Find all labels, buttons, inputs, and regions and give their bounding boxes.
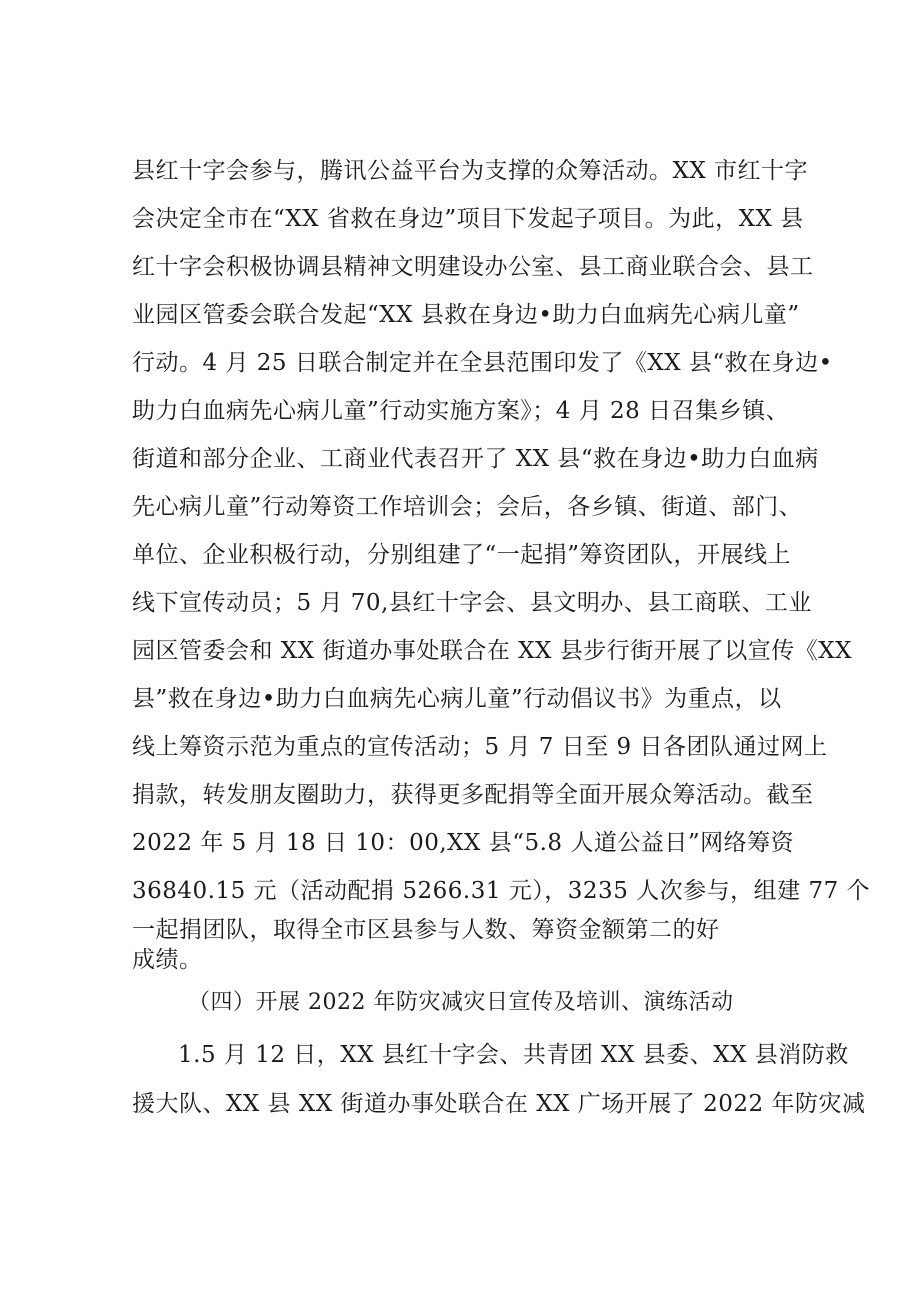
paragraph-line: 成绩。 bbox=[132, 947, 203, 973]
paragraph-line: 红十字会积极协调县精神文明建设办公室、县工商业联合会、县工 bbox=[132, 254, 814, 280]
paragraph-line: 2022 年 5 月 18 日 10：00,XX 县“5.8 人道公益日”网络筹资 bbox=[132, 830, 795, 856]
paragraph-line: 县”救在身边•助力白血病先心病儿童”行动倡议书》为重点，以 bbox=[132, 686, 782, 712]
paragraph-line: 县红十字会参与，腾讯公益平台为支撑的众筹活动。XX 市红十字 bbox=[132, 158, 809, 184]
paragraph-line: 一起捐团队，取得全市区县参与人数、筹资金额第二的好 bbox=[132, 917, 720, 943]
paragraph-line: 单位、企业积极行动，分别组建了“一起捐”筹资团队，开展线上 bbox=[132, 542, 792, 568]
section-heading: （四）开展 2022 年防灾减灾日宣传及培训、演练活动 bbox=[188, 990, 734, 1015]
paragraph-line: 援大队、XX 县 XX 街道办事处联合在 XX 广场开展了 2022 年防灾减 bbox=[132, 1091, 866, 1117]
paragraph-line: 先心病儿童”行动筹资工作培训会；会后，各乡镇、街道、部门、 bbox=[132, 494, 803, 520]
paragraph-line: 捐款，转发朋友圈助力，获得更多配捐等全面开展众筹活动。截至 bbox=[132, 782, 814, 808]
paragraph-line: 36840.15 元（活动配捐 5266.31 元），3235 人次参与，组建 77 个 bbox=[132, 878, 871, 904]
paragraph-line: 线下宣传动员；5 月 70,县红十字会、县文明办、县工商联、工业 bbox=[132, 590, 812, 616]
paragraph-line: 1.5 月 12 日，XX 县红十字会、共青团 XX 县委、XX 县消防救 bbox=[178, 1042, 849, 1068]
paragraph-line: 园区管委会和 XX 街道办事处联合在 XX 县步行街开展了以宣传《XX bbox=[132, 638, 852, 664]
paragraph-line: 街道和部分企业、工商业代表召开了 XX 县“救在身边•助力白血病 bbox=[132, 446, 819, 472]
paragraph-line: 业园区管委会联合发起“XX 县救在身边•助力白血病先心病儿童” bbox=[132, 302, 800, 328]
paragraph-line: 助力白血病先心病儿童”行动实施方案》；4 月 28 日召集乡镇、 bbox=[132, 398, 790, 424]
paragraph-line: 行动。4 月 25 日联合制定并在全县范围印发了《XX 县“救在身边• bbox=[132, 350, 833, 376]
paragraph-line: 线上筹资示范为重点的宣传活动；5 月 7 日至 9 日各团队通过网上 bbox=[132, 734, 828, 760]
paragraph-line: 会决定全市在“XX 省救在身边”项目下发起子项目。为此，XX 县 bbox=[132, 206, 804, 232]
